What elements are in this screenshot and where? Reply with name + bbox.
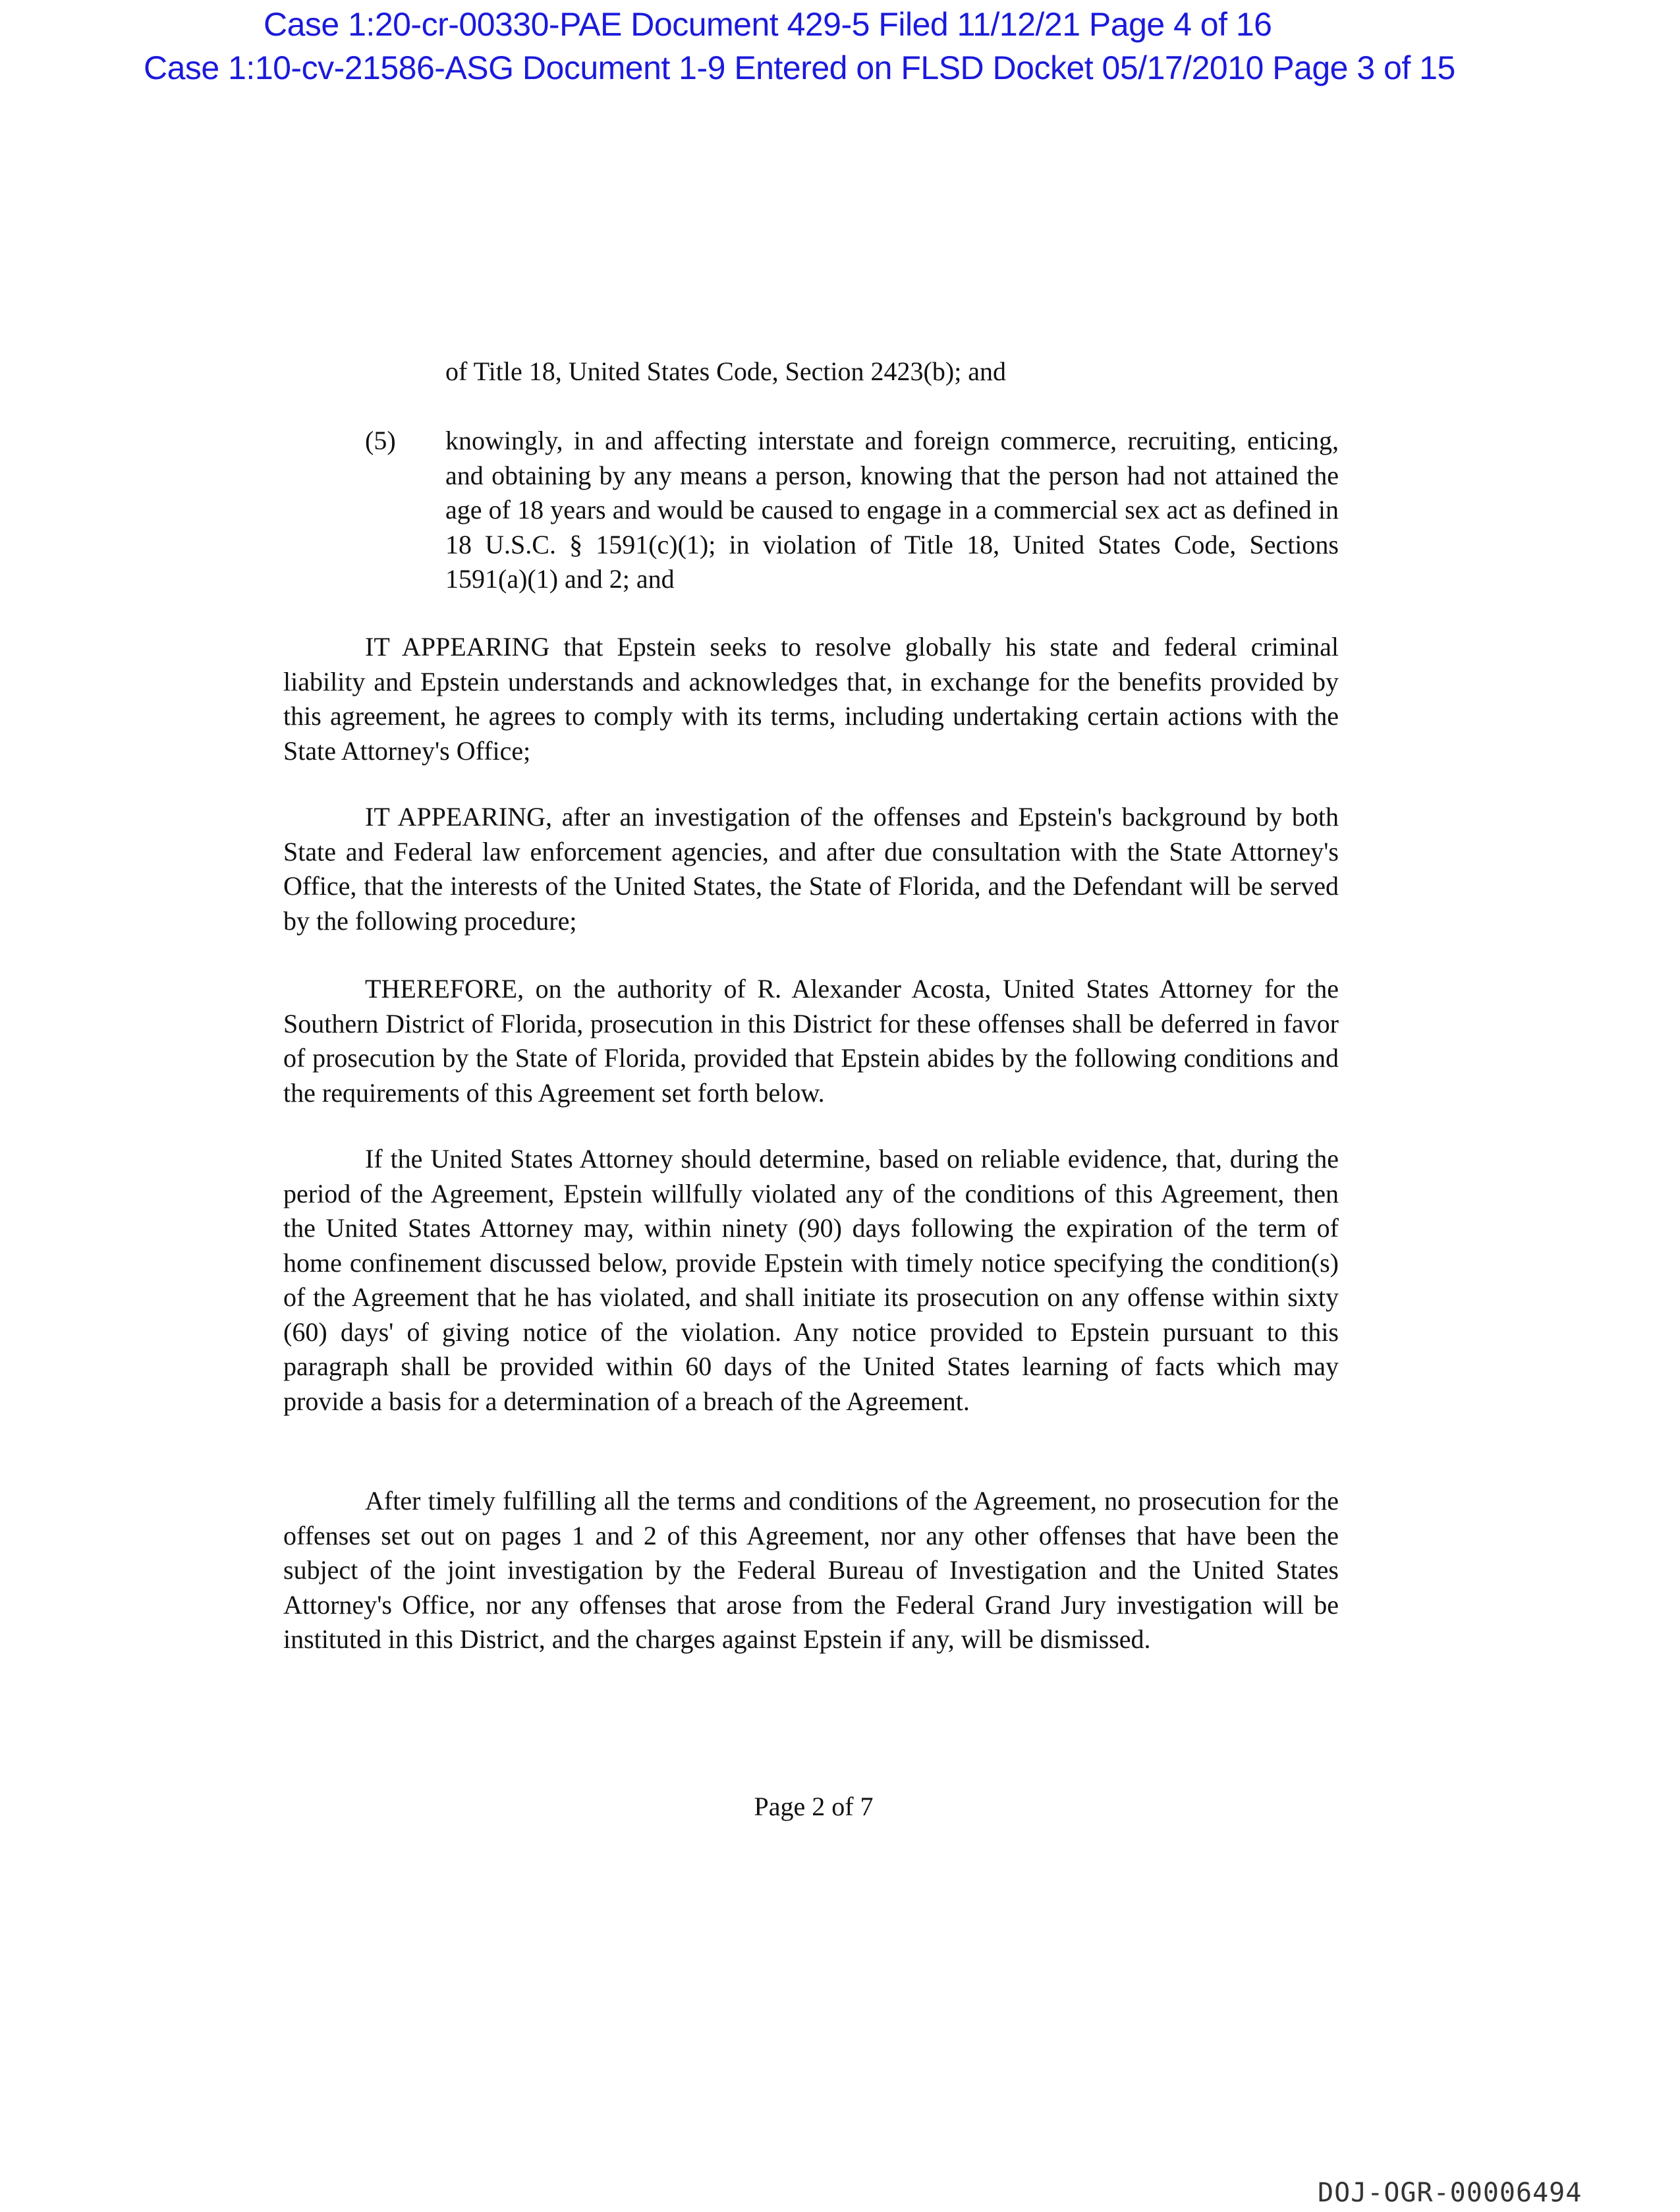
case-stamp-header: Case 1:10-cv-21586-ASG Document 1-9 Entered on FLSD Docket 05/17/2010 Page 3 of 15	[144, 49, 1455, 86]
paragraph: THEREFORE, on the authority of R. Alexander Acosta, United States Attorney for the Southern District of Florida, prosecution in this District for these offenses shall be deferred in favor of prosecution by the State of Florida, provided that Epstein abides by the following conditions and the requirements of this Agreement set forth below.	[283, 974, 1339, 1108]
bates-number: DOJ-OGR-00006494	[1318, 2178, 1582, 2208]
item-number: (5)	[365, 426, 396, 455]
paragraph: IT APPEARING that Epstein seeks to resolve globally his state and federal criminal liability and Epstein understands and acknowledges that, in exchange for the benefits provided by this agreement, he agrees to comply with its terms, including undertaking certain actions with the State Attorney's Office;	[283, 632, 1339, 766]
case-stamp-header-overlay: Case 1:20-cr-00330-PAE Document 429-5 Filed 11/12/21 Page 4 of 16	[264, 6, 1272, 43]
continuation-line: of Title 18, United States Code, Section 2423(b); and	[445, 356, 1007, 386]
paragraph: IT APPEARING, after an investigation of the offenses and Epstein's background by both State and Federal law enforcement agencies, and after due consultation with the State Attorney's Office, that the interests of the United States, the State of Florida, and the Defendant will be served by the following procedure;	[283, 802, 1339, 936]
item-5-text: knowingly, in and affecting interstate and foreign commerce, recruiting, enticing, and obtaining by any means a person, knowing that the person had not attained the age of 18 years and would be caused to engage in a commercial sex act as defined in 18 U.S.C. § 1591(c)(1); in violation of Title 18, United States Code, Sections 1591(a)(1) and 2; and	[445, 426, 1339, 594]
paragraph: If the United States Attorney should determine, based on reliable evidence, that, during the period of the Agreement, Epstein willfully violated any of the conditions of this Agreement, then the United States Attorney may, within ninety (90) days following the expiration of the term of home confinement discussed below, provide Epstein with timely notice specifying the condition(s) of the Agreement that he has violated, and shall initiate its prosecution on any offense within sixty (60) days' of giving notice of the violation. Any notice provided to Epstein pursuant to this paragraph shall be provided within 60 days of the United States learning of facts which may provide a basis for a determination of a breach of the Agreement.	[283, 1144, 1339, 1416]
page-number: Page 2 of 7	[754, 1792, 874, 1821]
paragraph: After timely fulfilling all the terms and conditions of the Agreement, no prosecution for the offenses set out on pages 1 and 2 of this Agreement, nor any other offenses that have been the subject of the joint investigation by the Federal Bureau of Investigation and the United States Attorney's Office, nor any offenses that arose from the Federal Grand Jury investigation will be instituted in this District, and the charges against Epstein if any, will be dismissed.	[283, 1486, 1339, 1654]
